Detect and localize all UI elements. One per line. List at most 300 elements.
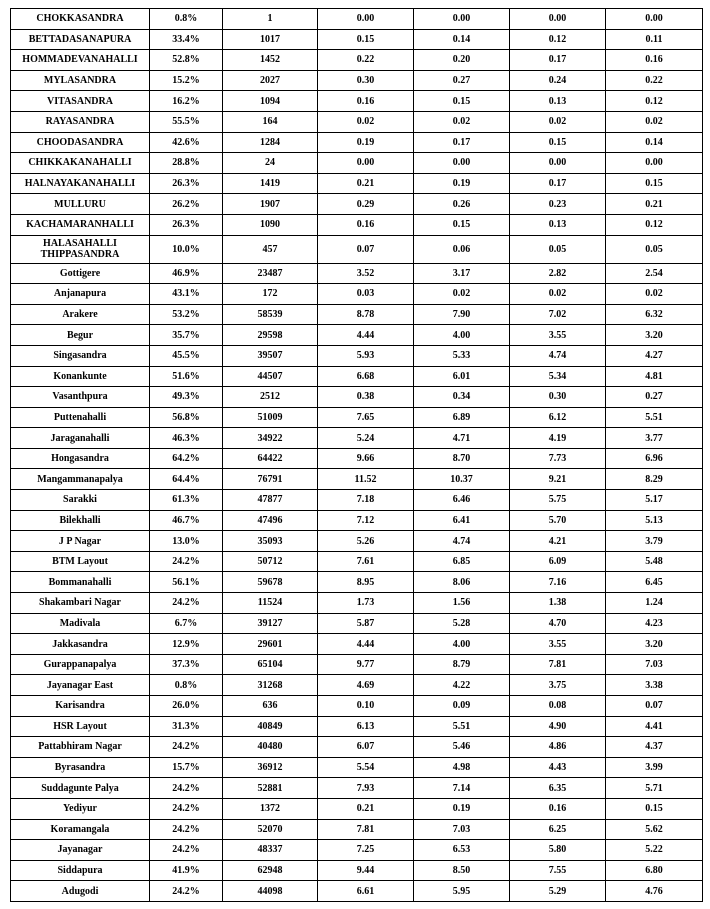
value-1-cell: 5.54 — [318, 757, 414, 778]
location-name-cell: Jakkasandra — [11, 634, 150, 655]
percentage-cell: 24.2% — [150, 593, 223, 614]
count-cell: 48337 — [223, 840, 318, 861]
value-1-cell: 0.16 — [318, 214, 414, 235]
value-3-cell: 4.90 — [510, 716, 606, 737]
value-4-cell: 0.15 — [606, 798, 703, 819]
value-4-cell: 3.20 — [606, 634, 703, 655]
value-3-cell: 0.30 — [510, 387, 606, 408]
count-cell: 40480 — [223, 737, 318, 758]
percentage-cell: 46.7% — [150, 510, 223, 531]
value-4-cell: 5.13 — [606, 510, 703, 531]
percentage-cell: 24.2% — [150, 778, 223, 799]
location-name-cell: HALASAHALLI THIPPASANDRA — [11, 235, 150, 263]
table-row — [11, 798, 703, 819]
value-2-cell: 5.51 — [414, 716, 510, 737]
location-name-cell: Mangammanapalya — [11, 469, 150, 490]
location-name-cell: Pattabhiram Nagar — [11, 737, 150, 758]
percentage-cell: 28.8% — [150, 153, 223, 174]
value-3-cell: 5.29 — [510, 881, 606, 902]
table-row — [11, 778, 703, 799]
percentage-cell: 42.6% — [150, 132, 223, 153]
location-name-cell: Byrasandra — [11, 757, 150, 778]
value-4-cell: 5.48 — [606, 551, 703, 572]
count-cell: 1419 — [223, 173, 318, 194]
count-cell: 52881 — [223, 778, 318, 799]
value-1-cell: 9.77 — [318, 654, 414, 675]
value-4-cell: 4.37 — [606, 737, 703, 758]
value-3-cell: 5.75 — [510, 490, 606, 511]
table-body — [11, 9, 703, 902]
value-3-cell: 4.21 — [510, 531, 606, 552]
count-cell: 65104 — [223, 654, 318, 675]
table-row — [11, 613, 703, 634]
count-cell: 2027 — [223, 70, 318, 91]
value-2-cell: 0.02 — [414, 111, 510, 132]
count-cell: 76791 — [223, 469, 318, 490]
value-2-cell: 7.03 — [414, 819, 510, 840]
value-2-cell: 6.41 — [414, 510, 510, 531]
value-1-cell: 0.10 — [318, 696, 414, 717]
location-name-cell: MULLURU — [11, 194, 150, 215]
location-name-cell: J P Nagar — [11, 531, 150, 552]
value-1-cell: 0.29 — [318, 194, 414, 215]
value-3-cell: 7.73 — [510, 448, 606, 469]
value-2-cell: 0.27 — [414, 70, 510, 91]
location-name-cell: Jayanagar — [11, 840, 150, 861]
table-row — [11, 9, 703, 30]
count-cell: 47496 — [223, 510, 318, 531]
percentage-cell: 13.0% — [150, 531, 223, 552]
value-1-cell: 5.24 — [318, 428, 414, 449]
count-cell: 29601 — [223, 634, 318, 655]
value-1-cell: 8.95 — [318, 572, 414, 593]
value-3-cell: 7.55 — [510, 860, 606, 881]
value-4-cell: 0.02 — [606, 284, 703, 305]
value-4-cell: 4.81 — [606, 366, 703, 387]
location-name-cell: Singasandra — [11, 345, 150, 366]
value-2-cell: 5.28 — [414, 613, 510, 634]
location-name-cell: Karisandra — [11, 696, 150, 717]
percentage-cell: 6.7% — [150, 613, 223, 634]
table-row — [11, 304, 703, 325]
percentage-cell: 33.4% — [150, 29, 223, 50]
value-3-cell: 0.02 — [510, 111, 606, 132]
value-1-cell: 6.07 — [318, 737, 414, 758]
count-cell: 2512 — [223, 387, 318, 408]
value-4-cell: 0.00 — [606, 153, 703, 174]
value-1-cell: 7.65 — [318, 407, 414, 428]
count-cell: 1090 — [223, 214, 318, 235]
count-cell: 1017 — [223, 29, 318, 50]
location-name-cell: BTM Layout — [11, 551, 150, 572]
location-name-cell: CHIKKAKANAHALLI — [11, 153, 150, 174]
value-3-cell: 4.70 — [510, 613, 606, 634]
value-4-cell: 7.03 — [606, 654, 703, 675]
value-1-cell: 7.93 — [318, 778, 414, 799]
value-1-cell: 3.52 — [318, 263, 414, 284]
value-1-cell: 1.73 — [318, 593, 414, 614]
percentage-cell: 26.3% — [150, 214, 223, 235]
location-name-cell: VITASANDRA — [11, 91, 150, 112]
table-row — [11, 634, 703, 655]
count-cell: 44098 — [223, 881, 318, 902]
table-row — [11, 235, 703, 263]
value-4-cell: 3.99 — [606, 757, 703, 778]
table-row — [11, 153, 703, 174]
value-2-cell: 0.26 — [414, 194, 510, 215]
count-cell: 52070 — [223, 819, 318, 840]
value-1-cell: 0.22 — [318, 50, 414, 71]
value-4-cell: 5.51 — [606, 407, 703, 428]
value-2-cell: 0.34 — [414, 387, 510, 408]
value-3-cell: 6.25 — [510, 819, 606, 840]
table-row — [11, 407, 703, 428]
table-row — [11, 194, 703, 215]
percentage-cell: 12.9% — [150, 634, 223, 655]
value-4-cell: 0.12 — [606, 91, 703, 112]
value-4-cell: 5.17 — [606, 490, 703, 511]
percentage-cell: 55.5% — [150, 111, 223, 132]
value-3-cell: 4.86 — [510, 737, 606, 758]
value-1-cell: 11.52 — [318, 469, 414, 490]
value-4-cell: 5.62 — [606, 819, 703, 840]
count-cell: 23487 — [223, 263, 318, 284]
value-4-cell: 0.05 — [606, 235, 703, 263]
count-cell: 1452 — [223, 50, 318, 71]
location-name-cell: Puttenahalli — [11, 407, 150, 428]
value-4-cell: 3.77 — [606, 428, 703, 449]
count-cell: 51009 — [223, 407, 318, 428]
table-row — [11, 572, 703, 593]
value-2-cell: 6.53 — [414, 840, 510, 861]
count-cell: 636 — [223, 696, 318, 717]
percentage-cell: 56.1% — [150, 572, 223, 593]
value-3-cell: 3.55 — [510, 634, 606, 655]
count-cell: 39127 — [223, 613, 318, 634]
value-1-cell: 0.16 — [318, 91, 414, 112]
percentage-cell: 35.7% — [150, 325, 223, 346]
value-2-cell: 5.46 — [414, 737, 510, 758]
value-4-cell: 4.27 — [606, 345, 703, 366]
data-table — [10, 8, 703, 902]
count-cell: 1284 — [223, 132, 318, 153]
value-4-cell: 6.96 — [606, 448, 703, 469]
value-2-cell: 6.01 — [414, 366, 510, 387]
value-1-cell: 7.81 — [318, 819, 414, 840]
value-3-cell: 0.00 — [510, 9, 606, 30]
percentage-cell: 26.2% — [150, 194, 223, 215]
percentage-cell: 16.2% — [150, 91, 223, 112]
location-name-cell: Adugodi — [11, 881, 150, 902]
percentage-cell: 53.2% — [150, 304, 223, 325]
value-4-cell: 0.21 — [606, 194, 703, 215]
value-1-cell: 0.30 — [318, 70, 414, 91]
value-2-cell: 10.37 — [414, 469, 510, 490]
location-name-cell: Gurappanapalya — [11, 654, 150, 675]
value-2-cell: 8.70 — [414, 448, 510, 469]
location-name-cell: Konankunte — [11, 366, 150, 387]
value-1-cell: 5.93 — [318, 345, 414, 366]
count-cell: 24 — [223, 153, 318, 174]
value-2-cell: 5.95 — [414, 881, 510, 902]
count-cell: 59678 — [223, 572, 318, 593]
count-cell: 1 — [223, 9, 318, 30]
value-2-cell: 6.89 — [414, 407, 510, 428]
value-2-cell: 0.14 — [414, 29, 510, 50]
value-3-cell: 6.35 — [510, 778, 606, 799]
value-2-cell: 4.22 — [414, 675, 510, 696]
value-3-cell: 0.17 — [510, 173, 606, 194]
value-3-cell: 7.81 — [510, 654, 606, 675]
count-cell: 50712 — [223, 551, 318, 572]
value-1-cell: 6.61 — [318, 881, 414, 902]
count-cell: 58539 — [223, 304, 318, 325]
value-3-cell: 9.21 — [510, 469, 606, 490]
location-name-cell: Shakambari Nagar — [11, 593, 150, 614]
location-name-cell: Madivala — [11, 613, 150, 634]
value-2-cell: 8.06 — [414, 572, 510, 593]
value-3-cell: 0.24 — [510, 70, 606, 91]
value-4-cell: 0.15 — [606, 173, 703, 194]
value-2-cell: 0.15 — [414, 91, 510, 112]
value-2-cell: 0.06 — [414, 235, 510, 263]
value-4-cell: 0.22 — [606, 70, 703, 91]
value-2-cell: 0.19 — [414, 798, 510, 819]
value-3-cell: 5.80 — [510, 840, 606, 861]
value-1-cell: 7.18 — [318, 490, 414, 511]
value-3-cell: 1.38 — [510, 593, 606, 614]
value-3-cell: 5.70 — [510, 510, 606, 531]
percentage-cell: 31.3% — [150, 716, 223, 737]
table-row — [11, 366, 703, 387]
value-3-cell: 7.16 — [510, 572, 606, 593]
table-row — [11, 428, 703, 449]
value-1-cell: 0.00 — [318, 153, 414, 174]
table-row — [11, 111, 703, 132]
value-2-cell: 0.17 — [414, 132, 510, 153]
value-4-cell: 1.24 — [606, 593, 703, 614]
value-1-cell: 7.61 — [318, 551, 414, 572]
table-row — [11, 469, 703, 490]
value-3-cell: 0.02 — [510, 284, 606, 305]
count-cell: 172 — [223, 284, 318, 305]
percentage-cell: 15.2% — [150, 70, 223, 91]
count-cell: 1094 — [223, 91, 318, 112]
table-row — [11, 448, 703, 469]
value-1-cell: 9.44 — [318, 860, 414, 881]
percentage-cell: 64.4% — [150, 469, 223, 490]
table-row — [11, 284, 703, 305]
count-cell: 11524 — [223, 593, 318, 614]
value-4-cell: 4.76 — [606, 881, 703, 902]
value-4-cell: 6.32 — [606, 304, 703, 325]
table-row — [11, 551, 703, 572]
value-3-cell: 2.82 — [510, 263, 606, 284]
value-4-cell: 2.54 — [606, 263, 703, 284]
value-4-cell: 6.45 — [606, 572, 703, 593]
value-1-cell: 8.78 — [318, 304, 414, 325]
table-row — [11, 510, 703, 531]
location-name-cell: Begur — [11, 325, 150, 346]
table-row — [11, 132, 703, 153]
percentage-cell: 46.9% — [150, 263, 223, 284]
value-1-cell: 0.21 — [318, 173, 414, 194]
table-row — [11, 91, 703, 112]
value-3-cell: 0.13 — [510, 214, 606, 235]
count-cell: 47877 — [223, 490, 318, 511]
percentage-cell: 51.6% — [150, 366, 223, 387]
percentage-cell: 46.3% — [150, 428, 223, 449]
percentage-cell: 26.3% — [150, 173, 223, 194]
location-name-cell: Koramangala — [11, 819, 150, 840]
value-2-cell: 4.00 — [414, 634, 510, 655]
location-name-cell: Vasanthpura — [11, 387, 150, 408]
value-1-cell: 4.44 — [318, 325, 414, 346]
value-4-cell: 4.41 — [606, 716, 703, 737]
value-3-cell: 4.74 — [510, 345, 606, 366]
value-4-cell: 0.16 — [606, 50, 703, 71]
table-row — [11, 840, 703, 861]
value-1-cell: 7.12 — [318, 510, 414, 531]
value-3-cell: 0.12 — [510, 29, 606, 50]
location-name-cell: Bilekhalli — [11, 510, 150, 531]
value-3-cell: 0.08 — [510, 696, 606, 717]
location-name-cell: Gottigere — [11, 263, 150, 284]
value-3-cell: 6.12 — [510, 407, 606, 428]
table-row — [11, 387, 703, 408]
percentage-cell: 24.2% — [150, 798, 223, 819]
percentage-cell: 15.7% — [150, 757, 223, 778]
percentage-cell: 56.8% — [150, 407, 223, 428]
value-3-cell: 0.05 — [510, 235, 606, 263]
location-name-cell: Jaraganahalli — [11, 428, 150, 449]
count-cell: 31268 — [223, 675, 318, 696]
value-3-cell: 7.02 — [510, 304, 606, 325]
value-4-cell: 0.02 — [606, 111, 703, 132]
value-3-cell: 6.09 — [510, 551, 606, 572]
percentage-cell: 10.0% — [150, 235, 223, 263]
value-2-cell: 0.20 — [414, 50, 510, 71]
value-3-cell: 3.55 — [510, 325, 606, 346]
location-name-cell: CHOKKASANDRA — [11, 9, 150, 30]
table-row — [11, 654, 703, 675]
count-cell: 39507 — [223, 345, 318, 366]
percentage-cell: 64.2% — [150, 448, 223, 469]
table-row — [11, 716, 703, 737]
count-cell: 1907 — [223, 194, 318, 215]
table-row — [11, 737, 703, 758]
location-name-cell: RAYASANDRA — [11, 111, 150, 132]
value-1-cell: 0.19 — [318, 132, 414, 153]
percentage-cell: 24.2% — [150, 551, 223, 572]
percentage-cell: 26.0% — [150, 696, 223, 717]
value-4-cell: 5.22 — [606, 840, 703, 861]
percentage-cell: 45.5% — [150, 345, 223, 366]
value-2-cell: 5.33 — [414, 345, 510, 366]
count-cell: 34922 — [223, 428, 318, 449]
location-name-cell: Anjanapura — [11, 284, 150, 305]
location-name-cell: Yediyur — [11, 798, 150, 819]
location-name-cell: Suddagunte Palya — [11, 778, 150, 799]
table-row — [11, 325, 703, 346]
count-cell: 64422 — [223, 448, 318, 469]
location-name-cell: Hongasandra — [11, 448, 150, 469]
value-2-cell: 0.00 — [414, 153, 510, 174]
value-2-cell: 4.71 — [414, 428, 510, 449]
percentage-cell: 61.3% — [150, 490, 223, 511]
percentage-cell: 24.2% — [150, 819, 223, 840]
value-4-cell: 0.07 — [606, 696, 703, 717]
value-3-cell: 4.19 — [510, 428, 606, 449]
location-name-cell: CHOODASANDRA — [11, 132, 150, 153]
location-name-cell: Jayanagar East — [11, 675, 150, 696]
value-2-cell: 1.56 — [414, 593, 510, 614]
location-name-cell: Siddapura — [11, 860, 150, 881]
value-2-cell: 3.17 — [414, 263, 510, 284]
table-row — [11, 490, 703, 511]
value-4-cell: 8.29 — [606, 469, 703, 490]
value-3-cell: 5.34 — [510, 366, 606, 387]
value-3-cell: 4.43 — [510, 757, 606, 778]
table-row — [11, 173, 703, 194]
value-3-cell: 0.17 — [510, 50, 606, 71]
value-3-cell: 3.75 — [510, 675, 606, 696]
value-1-cell: 7.25 — [318, 840, 414, 861]
location-name-cell: Sarakki — [11, 490, 150, 511]
location-name-cell: HALNAYAKANAHALLI — [11, 173, 150, 194]
count-cell: 44507 — [223, 366, 318, 387]
location-name-cell: HSR Layout — [11, 716, 150, 737]
value-1-cell: 0.15 — [318, 29, 414, 50]
location-name-cell: Arakere — [11, 304, 150, 325]
value-4-cell: 0.27 — [606, 387, 703, 408]
count-cell: 164 — [223, 111, 318, 132]
table-row — [11, 50, 703, 71]
value-2-cell: 0.15 — [414, 214, 510, 235]
table-row — [11, 757, 703, 778]
count-cell: 35093 — [223, 531, 318, 552]
table-row — [11, 345, 703, 366]
value-2-cell: 7.90 — [414, 304, 510, 325]
value-2-cell: 6.85 — [414, 551, 510, 572]
table-row — [11, 675, 703, 696]
value-2-cell: 7.14 — [414, 778, 510, 799]
table-row — [11, 860, 703, 881]
percentage-cell: 37.3% — [150, 654, 223, 675]
table-row — [11, 696, 703, 717]
value-1-cell: 0.07 — [318, 235, 414, 263]
value-1-cell: 4.69 — [318, 675, 414, 696]
value-3-cell: 0.00 — [510, 153, 606, 174]
percentage-cell: 0.8% — [150, 9, 223, 30]
value-1-cell: 0.00 — [318, 9, 414, 30]
value-1-cell: 5.87 — [318, 613, 414, 634]
value-1-cell: 0.02 — [318, 111, 414, 132]
value-2-cell: 6.46 — [414, 490, 510, 511]
value-2-cell: 0.09 — [414, 696, 510, 717]
value-2-cell: 8.50 — [414, 860, 510, 881]
location-name-cell: Bommanahalli — [11, 572, 150, 593]
count-cell: 40849 — [223, 716, 318, 737]
value-2-cell: 4.74 — [414, 531, 510, 552]
count-cell: 62948 — [223, 860, 318, 881]
percentage-cell: 49.3% — [150, 387, 223, 408]
location-name-cell: BETTADASANAPURA — [11, 29, 150, 50]
count-cell: 29598 — [223, 325, 318, 346]
table-row — [11, 214, 703, 235]
value-1-cell: 0.38 — [318, 387, 414, 408]
count-cell: 457 — [223, 235, 318, 263]
